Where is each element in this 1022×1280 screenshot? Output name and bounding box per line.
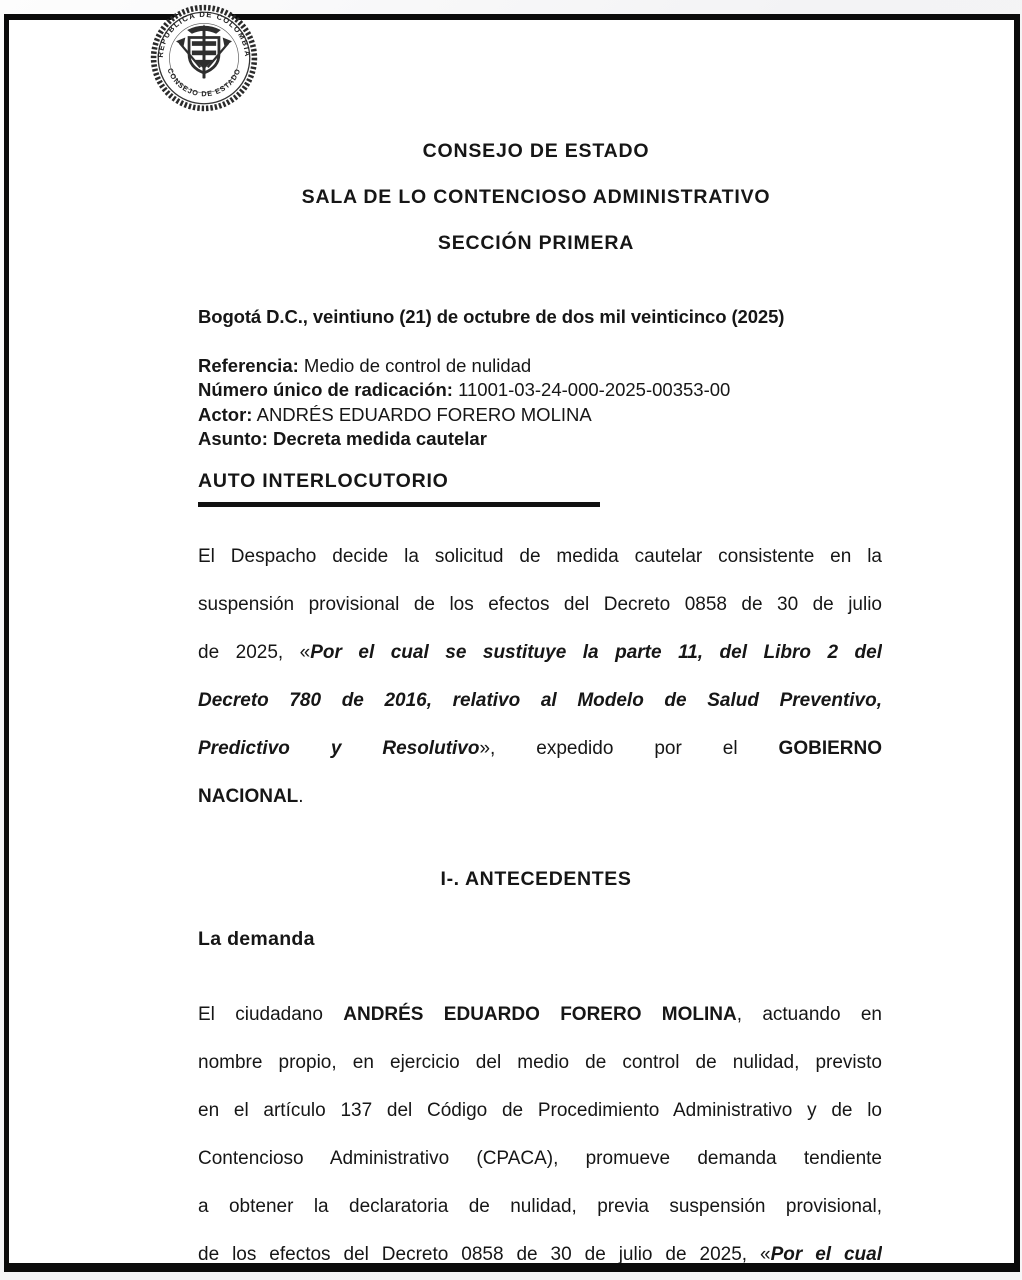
demanda-subsection-heading: La demanda (198, 928, 315, 950)
seal-bottom-text: CONSEJO DE ESTADO (165, 66, 243, 99)
text-segment: de 2025, « (198, 642, 311, 663)
text-segment: en el artículo 137 del Código de Procedimiento Administrativo y de lo (198, 1100, 882, 1121)
court-name: CONSEJO DE ESTADO (422, 140, 650, 162)
text-segment: ANDRÉS EDUARDO FORERO MOLINA (252, 403, 592, 425)
antecedentes-section-heading: I-. ANTECEDENTES (440, 868, 632, 890)
seal-top-text: REPUBLICA DE COLOMBIA (155, 9, 253, 58)
text-segment: El Despacho decide la solicitud de medida cautelar consistente en la (198, 546, 882, 567)
court-seal (148, 2, 260, 114)
text-segment: Número único de radicación: (198, 379, 453, 401)
text-segment: GOBIERNO (778, 738, 882, 759)
text-segment: NACIONAL (198, 786, 299, 807)
text-segment: suspensión provisional de los efectos del Decreto 0858 de 30 de julio (198, 594, 882, 615)
text-line (198, 533, 882, 581)
text-segment: El ciudadano (198, 1004, 344, 1025)
text-segment: Referencia: (198, 355, 299, 376)
text-segment: ANDRÉS EDUARDO FORERO MOLINA (343, 1004, 737, 1025)
text-line (198, 1183, 882, 1231)
text-segment: Contencioso Administrativo (CPACA), promueve demanda tendiente (198, 1148, 882, 1169)
chamber-name: SALA DE LO CONTENCIOSO ADMINISTRATIVO (301, 186, 771, 208)
text-segment: nombre propio, en ejercicio del medio de control de nulidad, previsto (198, 1052, 882, 1073)
text-line (198, 427, 898, 451)
text-segment: de los efectos del Decreto 0858 de 30 de julio de 2025, « (198, 1244, 771, 1265)
text-line (198, 1087, 882, 1135)
text-line (198, 725, 882, 773)
text-line (198, 1135, 882, 1183)
text-line (198, 581, 882, 629)
text-segment: Por el cual (770, 1244, 882, 1265)
text-line (198, 403, 898, 427)
text-segment: », expedido por el (479, 738, 779, 759)
text-line (198, 991, 882, 1039)
demanda-paragraph (198, 991, 882, 1272)
text-segment: Asunto: Decreta medida cautelar (198, 427, 487, 449)
text-line (198, 629, 882, 677)
date-line: Bogotá D.C., veintiuno (21) de octubre de dos mil veinticinco (2025) (198, 306, 785, 327)
text-segment: . (298, 786, 304, 807)
text-segment: a obtener la declaratoria de nulidad, previa suspensión provisional, (198, 1196, 882, 1217)
text-line (198, 677, 882, 725)
text-line (198, 378, 898, 402)
page-scan-frame (4, 14, 1020, 1272)
text-segment: 11001-03-24-000-2025-00353-00 (452, 379, 731, 401)
text-segment: Medio de control de nulidad (298, 355, 532, 376)
text-segment: Actor: (198, 403, 253, 425)
order-type-heading: AUTO INTERLOCUTORIO (198, 470, 600, 507)
text-segment: Por el cual se sustituye la parte 11, del Libro 2 del (310, 642, 882, 663)
text-line (198, 773, 882, 821)
court-header (194, 128, 878, 266)
section-name: SECCIÓN PRIMERA (437, 232, 635, 254)
reference-block (198, 354, 898, 451)
text-line (198, 1231, 882, 1272)
text-line (198, 1039, 882, 1087)
decision-paragraph (198, 533, 882, 821)
text-segment: , actuando en (736, 1004, 882, 1025)
text-segment: Decreto 780 de 2016, relativo al Modelo de Salud Preventivo, (198, 690, 882, 711)
text-segment: Predictivo y Resolutivo (198, 738, 480, 759)
text-line (198, 354, 898, 378)
